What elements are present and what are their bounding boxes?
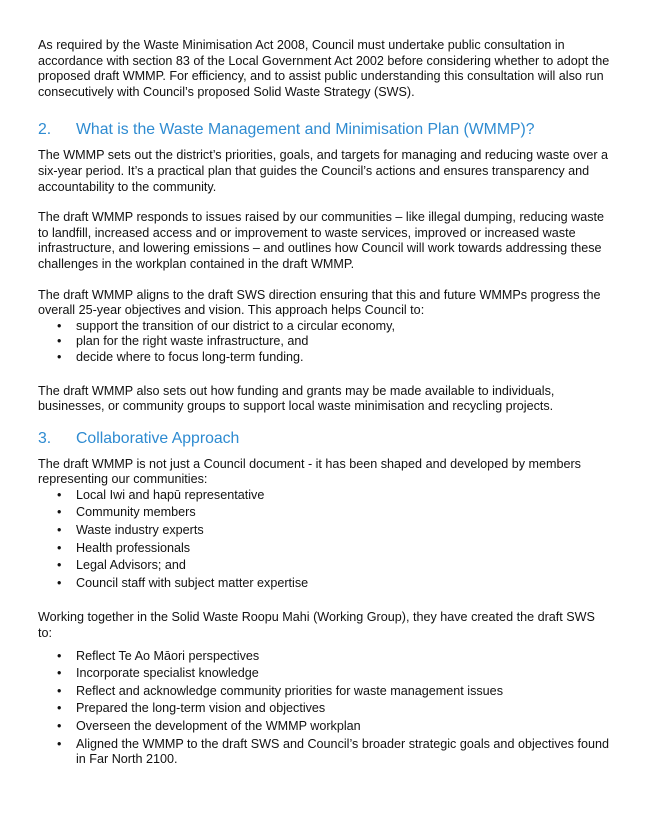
section-3-title: Collaborative Approach — [76, 429, 240, 447]
list-item: • decide where to focus long-term funding. — [57, 349, 304, 364]
list-item: • Reflect and acknowledge community priorities for waste management issues — [57, 683, 503, 698]
list-item: • Health professionals — [57, 540, 191, 555]
bullet-icon: • — [57, 505, 62, 520]
list-item: • Aligned the WMMP to the draft SWS and Council’s broader strategic goals and objectives found in Far North 2100. — [57, 736, 609, 767]
bullet-icon: • — [57, 701, 62, 716]
list-item: • Incorporate specialist knowledge — [57, 666, 259, 681]
section-3-number: 3. — [38, 429, 52, 447]
bullet-icon: • — [57, 334, 62, 349]
section-2-paragraph-3: The draft WMMP aligns to the draft SWS direction ensuring that this and future WMMPs progress the overall 25-year objectives and vision. This approach helps Council to: — [38, 287, 601, 318]
section-2 — [38, 120, 610, 414]
bullet-icon: • — [57, 558, 62, 573]
section-2-paragraph-1: The WMMP sets out the district’s priorities, goals, and targets for managing and reducing waste over a six-year period. It’s a practical plan that guides the Council’s actions and ensures transparency and accountability to the community. — [38, 148, 609, 194]
bullet-icon: • — [57, 648, 62, 663]
bullet-icon: • — [57, 318, 62, 333]
list-item: • Local Iwi and hapū representative — [57, 487, 265, 502]
intro-paragraph: As required by the Waste Minimisation Act 2008, Council must undertake public consultation in accordance with section 83 of the Local Government Act 2002 before considering whether to adopt the proposed draft WMMP. For efficiency, and to assist public understanding this consultation will also run consecutively with Council’s proposed Solid Waste Strategy (SWS). — [38, 38, 610, 99]
section-2-number: 2. — [38, 121, 52, 139]
section-3-paragraph-2: Working together in the Solid Waste Roopu Mahi (Working Group), they have created the draft SWS to: — [38, 610, 595, 641]
document-page — [38, 38, 610, 770]
list-item: • Community members — [57, 505, 196, 520]
list-item: • plan for the right waste infrastructure, and — [57, 334, 309, 349]
list-item: • Overseen the development of the WMMP workplan — [57, 719, 361, 733]
list-item: • Legal Advisors; and — [57, 558, 186, 573]
list-item: • Council staff with subject matter expertise — [57, 575, 309, 590]
list-item: • support the transition of our district to a circular economy, — [57, 318, 395, 333]
bullet-icon: • — [57, 540, 62, 555]
bullet-icon: • — [57, 666, 62, 681]
outcomes-list — [38, 649, 610, 768]
bullet-icon: • — [57, 523, 62, 538]
bullet-icon: • — [57, 487, 62, 502]
members-list — [38, 488, 610, 592]
bullet-icon: • — [57, 349, 62, 364]
section-2-paragraph-2: The draft WMMP responds to issues raised by our communities – like illegal dumping, reducing waste to landfill, increased access and or improvement to waste services, improved or increased waste infrastructure, and lowering emissions – and outlines how Council will work towards addressing these challenges in the workplan contained in the draft WMMP. — [38, 210, 605, 271]
list-item: • Waste industry experts — [57, 523, 204, 538]
bullet-icon: • — [57, 736, 62, 751]
section-3-paragraph-1: The draft WMMP is not just a Council document - it has been shaped and developed by members representing our communities: — [38, 456, 581, 487]
section-2-title: What is the Waste Management and Minimisation Plan (WMMP)? — [76, 121, 535, 139]
section-3 — [38, 429, 610, 768]
section-3-heading — [38, 429, 610, 448]
bullet-icon: • — [57, 683, 62, 698]
section-2-bullet-list — [38, 319, 610, 366]
list-item: • Reflect Te Ao Māori perspectives — [57, 648, 260, 663]
bullet-icon: • — [57, 575, 62, 590]
section-2-paragraph-4: The draft WMMP also sets out how funding and grants may be made available to individuals, businesses, or community groups to support local waste minimisation and recycling projects. — [38, 383, 555, 414]
list-item: • Prepared the long-term vision and objectives — [57, 701, 326, 716]
bullet-icon: • — [57, 719, 62, 733]
section-2-heading — [38, 120, 610, 139]
